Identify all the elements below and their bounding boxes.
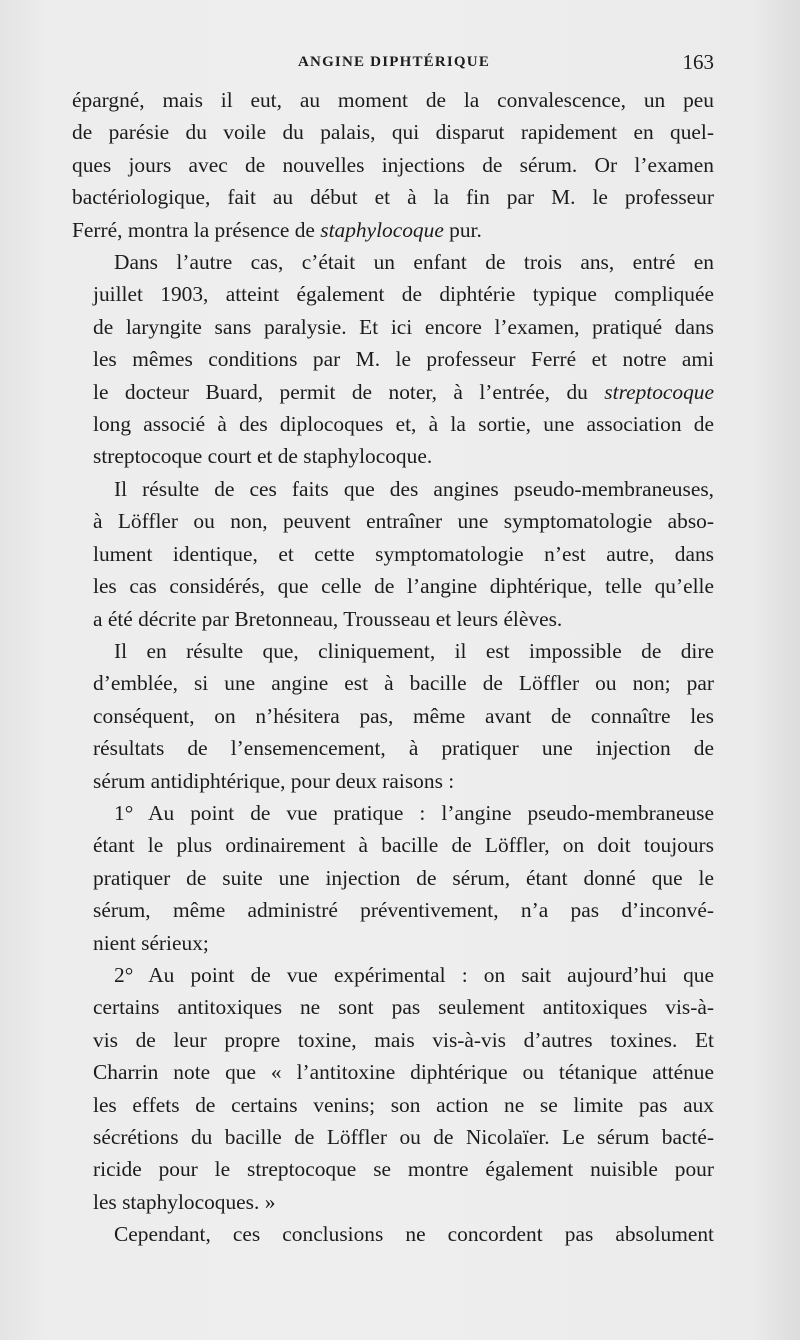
text-line: les cas considérés, que celle de l’angine diphtérique, telle qu’elle (93, 574, 714, 599)
italic-term: staphylocoque (320, 217, 444, 242)
text-line: sérum antidiphtérique, pour deux raisons : (93, 768, 455, 793)
paragraph (72, 246, 714, 473)
text-line: nient sérieux; (93, 930, 209, 955)
text-line: ricide pour le streptocoque se montre également nuisible pour (93, 1157, 714, 1182)
text-line: juillet 1903, atteint également de diphtérie typique compliquée (93, 282, 714, 307)
text-line: lument identique, et cette symptomatologie n’est autre, dans (93, 541, 714, 566)
body-text (72, 84, 714, 1251)
text-line: sérum, même administré préventivement, n’a pas d’inconvé- (93, 898, 714, 923)
text-line: certains antitoxiques ne sont pas seulement antitoxiques vis-à- (93, 995, 714, 1020)
text-line: Charrin note que « l’antitoxine diphtérique ou tétanique atténue (93, 1060, 714, 1085)
text-line: vis de leur propre toxine, mais vis-à-vis d’autres toxines. Et (93, 1027, 714, 1052)
text-line: long associé à des diplocoques et, à la sortie, une association de (93, 412, 714, 437)
text-line: 1° Au point de vue pratique : l’angine pseudo-membraneuse (114, 800, 714, 825)
text-line: d’emblée, si une angine est à bacille de Löffler ou non; par (93, 671, 714, 696)
text-line: le docteur Buard, permit de noter, à l’entrée, du streptocoque (93, 379, 714, 404)
text-line: streptocoque court et de staphylocoque. (93, 444, 433, 469)
paragraph (72, 473, 714, 635)
text-line: ques jours avec de nouvelles injections de sérum. Or l’examen (72, 152, 714, 177)
text-line: épargné, mais il eut, au moment de la convalescence, un peu (72, 88, 714, 112)
text-line: Cependant, ces conclusions ne concordent pas absolument (114, 1222, 714, 1247)
text-line: Il résulte de ces faits que des angines pseudo-membraneuses, (114, 476, 714, 501)
text-line: Il en résulte que, cliniquement, il est impossible de dire (114, 638, 714, 663)
text-line: a été décrite par Bretonneau, Trousseau et leurs élèves. (93, 606, 563, 631)
text-line: les effets de certains venins; son action ne se limite pas aux (93, 1092, 714, 1117)
text-line: les mêmes conditions par M. le professeur Ferré et notre ami (93, 347, 714, 372)
text-line: 2° Au point de vue expérimental : on sait aujourd’hui que (114, 962, 714, 987)
text-line: de parésie du voile du palais, qui disparut rapidement en quel- (72, 120, 714, 145)
text-line: bactériologique, fait au début et à la fin par M. le professeur (72, 185, 714, 210)
paragraph (72, 1218, 714, 1250)
paragraph (72, 84, 714, 246)
text-line: Ferré, montra la présence de staphylocoque pur. (72, 217, 482, 242)
text-line: de laryngite sans paralysie. Et ici encore l’examen, pratiqué dans (93, 314, 714, 339)
text-line: les staphylocoques. » (93, 1189, 276, 1214)
text-line: Dans l’autre cas, c’était un enfant de trois ans, entré en (114, 250, 714, 275)
running-title: ANGINE DIPHTÉRIQUE (298, 54, 491, 70)
text-line: pratiquer de suite une injection de sérum, étant donné que le (93, 865, 714, 890)
text-line: étant le plus ordinairement à bacille de Löffler, on doit toujours (93, 833, 714, 858)
text-line: à Löffler ou non, peuvent entraîner une symptomatologie abso- (93, 509, 714, 534)
paragraph (72, 797, 714, 959)
paragraph (72, 959, 714, 1218)
text-line: sécrétions du bacille de Löffler ou de Nicolaïer. Le sérum bacté- (93, 1125, 714, 1149)
text-line: résultats de l’ensemencement, à pratiquer une injection de (93, 736, 714, 761)
running-head (72, 50, 714, 78)
text-line: conséquent, on n’hésitera pas, même avant de connaître les (93, 703, 714, 728)
paragraph (72, 635, 714, 797)
italic-term: streptocoque (604, 379, 714, 404)
page-number: 163 (682, 50, 714, 74)
